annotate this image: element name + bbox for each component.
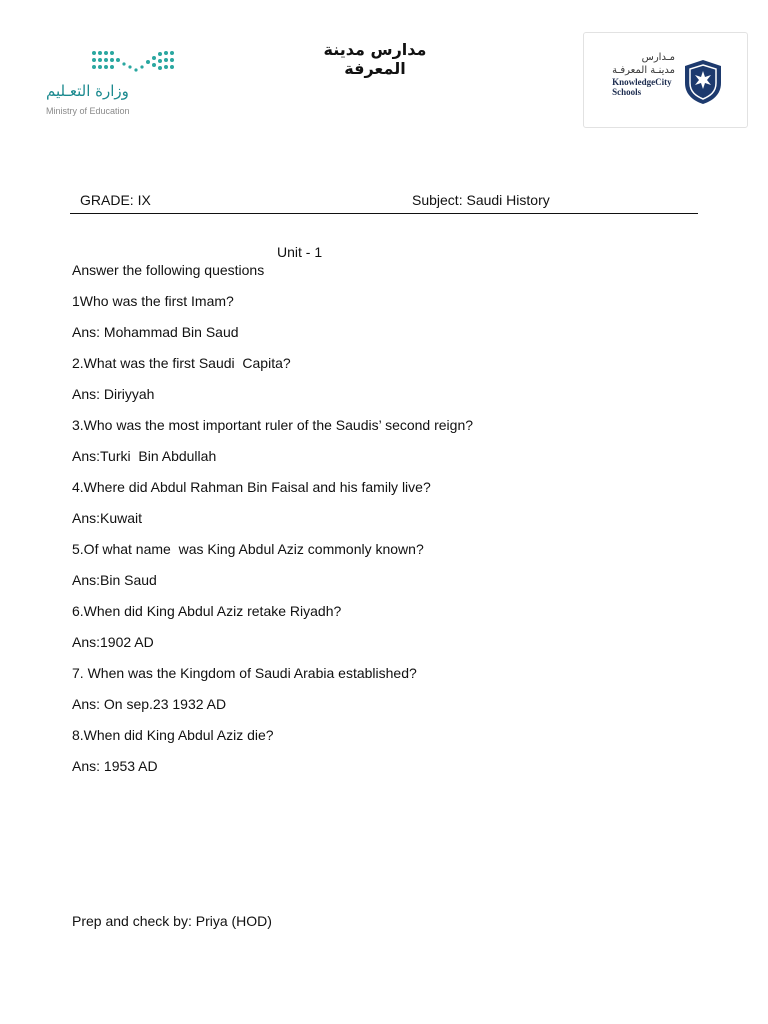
question-line: 6.When did King Abdul Aziz retake Riyadh?	[72, 603, 342, 619]
question-line: 3.Who was the most important ruler of the Saudis’ second reign?	[72, 417, 474, 433]
answer-line: Ans:Kuwait	[72, 510, 143, 526]
school-name-title: مدارس مدينة المعرفة	[323, 40, 427, 78]
school-logo-english-line2: Schools	[612, 87, 642, 97]
answer-line: Ans: On sep.23 1932 AD	[72, 696, 227, 712]
ministry-english-name: Ministry of Education	[46, 106, 130, 116]
question-line: 4.Where did Abdul Rahman Bin Faisal and his family live?	[72, 479, 431, 495]
answer-line: Ans:Turki Bin Abdullah	[72, 448, 217, 464]
question-line: 1Who was the first Imam?	[72, 293, 234, 309]
subject-label: Subject: Saudi History	[412, 192, 550, 208]
moe-dots-icon	[90, 48, 180, 78]
unit-heading: Unit - 1	[277, 244, 323, 260]
question-line: 2.What was the first Saudi Capita?	[72, 355, 291, 371]
question-line: 5.Of what name was King Abdul Aziz commonly known?	[72, 541, 424, 557]
answer-line: Ans:Bin Saud	[72, 572, 157, 588]
header-divider	[70, 213, 698, 214]
school-logo-arabic-line2: مدينـة المعرفـة	[612, 65, 675, 76]
prepared-by-footer: Prep and check by: Priya (HOD)	[72, 913, 272, 929]
school-logo-english-line1: KnowledgeCity	[612, 77, 672, 87]
school-logo-text	[612, 51, 675, 97]
school-logo-arabic-line1: مـدارس	[641, 52, 675, 63]
ministry-arabic-name: وزارة التعـليم	[46, 82, 129, 100]
ministry-of-education-logo	[42, 44, 182, 122]
answer-line: Ans: 1953 AD	[72, 758, 158, 774]
shield-icon	[683, 59, 723, 105]
instructions-text: Answer the following questions	[72, 262, 265, 278]
answer-line: Ans: Mohammad Bin Saud	[72, 324, 239, 340]
answer-line: Ans: Diriyyah	[72, 386, 155, 402]
answer-line: Ans:1902 AD	[72, 634, 154, 650]
question-line: 8.When did King Abdul Aziz die?	[72, 727, 274, 743]
knowledgecity-schools-logo	[583, 32, 748, 128]
question-line: 7. When was the Kingdom of Saudi Arabia established?	[72, 665, 417, 681]
grade-label: GRADE: IX	[80, 192, 151, 208]
